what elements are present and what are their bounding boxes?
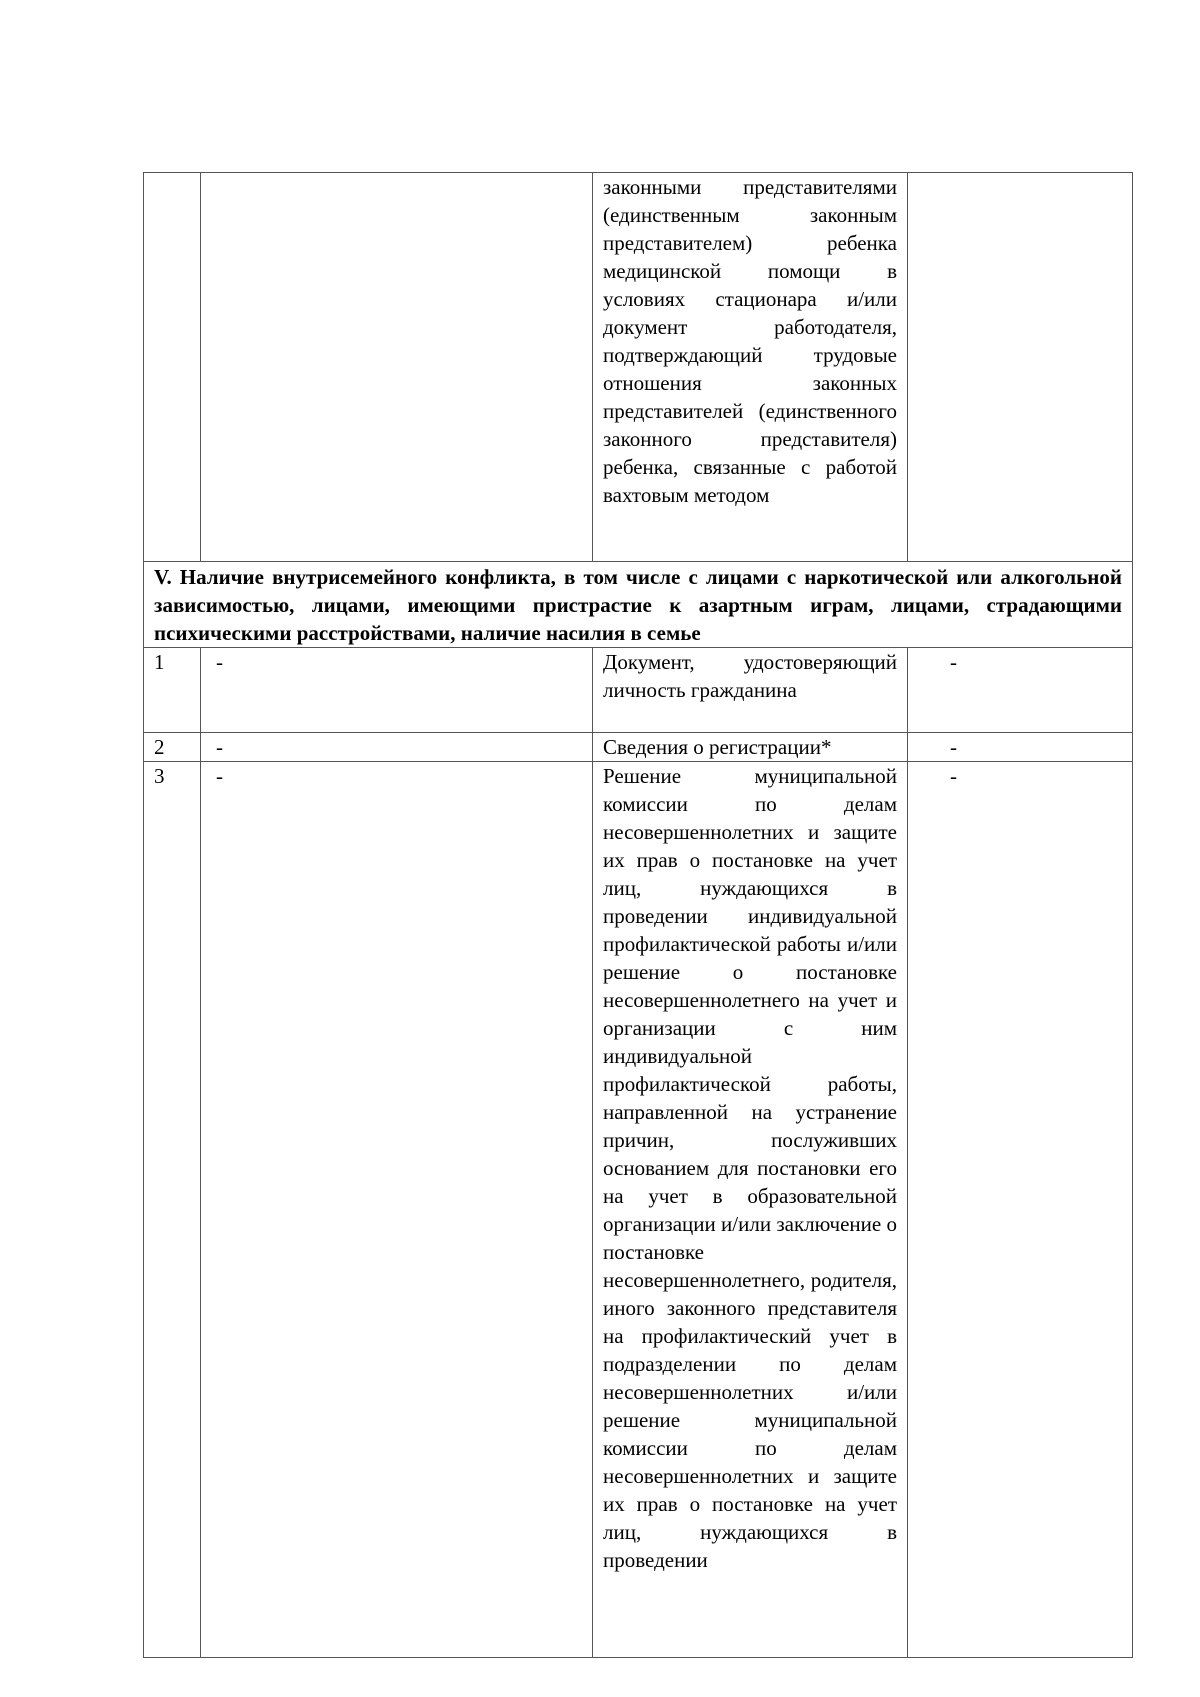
table-row-continuation <box>144 173 1133 562</box>
row-documents: Документ, удостоверяющий личность гражданина <box>593 648 908 733</box>
documents-table <box>143 172 1133 1658</box>
row-number: 1 <box>144 648 201 733</box>
section-v-heading: V. Наличие внутрисемейного конфликта, в том числе с лицами с наркотической или алкогольной зависимостью, лицами, имеющими пристрастие к азартным играм, лицами, страдающими психическими расстройствами, наличие насилия в семье <box>144 562 1133 648</box>
row-documents: Сведения о регистрации* <box>593 733 908 762</box>
row-category: - <box>201 762 593 1658</box>
row-notes: - <box>908 648 1133 733</box>
table-row <box>144 762 1133 1658</box>
row-category: - <box>201 733 593 762</box>
row-number: 3 <box>144 762 201 1658</box>
row-number: 2 <box>144 733 201 762</box>
cell-documents: законными представителями (единственным законным представителем) ребенка медицинской помощи в условиях стационара и/или документ работодателя, подтверждающий трудовые отношения законных представителей (единственного законного представителя) ребенка, связанные с работой вахтовым методом <box>593 173 908 562</box>
row-documents: Решение муниципальной комиссии по делам несовершеннолетних и защите их прав о постановке на учет лиц, нуждающихся в проведении индивидуальной профилактической работы и/или решение о постановке несовершеннолетнего на учет и организации с ним индивидуальной профилактической работы, направленной на устранение причин, послуживших основанием для постановки его на учет в образовательной организации и/или заключение о постановке несовершеннолетнего, родителя, иного законного представителя на профилактический учет в подразделении по делам несовершеннолетних и/или решение муниципальной комиссии по делам несовершеннолетних и защите их прав о постановке на учет лиц, нуждающихся в проведении <box>593 762 908 1658</box>
section-heading-row <box>144 562 1133 648</box>
row-category: - <box>201 648 593 733</box>
row-notes: - <box>908 762 1133 1658</box>
row-notes: - <box>908 733 1133 762</box>
cell-num <box>144 173 201 562</box>
table-row <box>144 733 1133 762</box>
cell-notes <box>908 173 1133 562</box>
table-row <box>144 648 1133 733</box>
cell-category <box>201 173 593 562</box>
